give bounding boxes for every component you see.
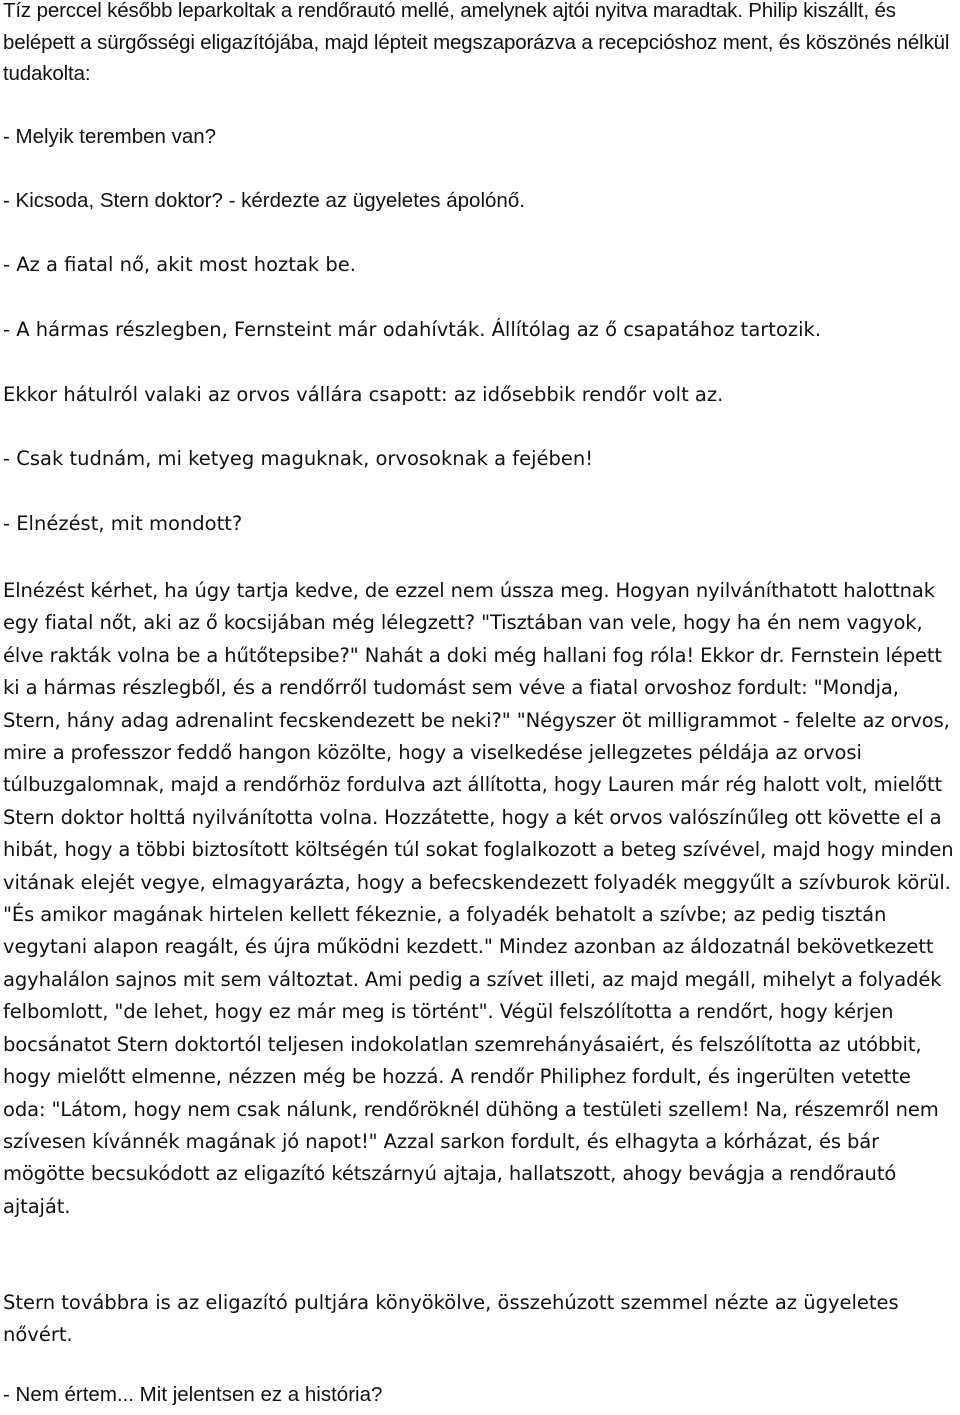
dialogue-who-stern: - Kicsoda, Stern doktor? - kérdezte az ügyeletes ápolónő. bbox=[3, 189, 525, 212]
paragraph-main-body: Elnézést kérhet, ha úgy tartja kedve, de ezzel nem ússza meg. Hogyan nyilváníthatott halottnak egy fiatal nőt, aki az ő kocsijában még lélegzett? "Tisztában van vele, hogy ha én nem vagyok, élve rakták volna be a hűtőtepsibe?" Nahát a doki még hallani fog róla! Ekkor dr. Fernstein lépett ki a hármas részlegből, és a rendőrről tudomást sem véve a fiatal orvoshoz fordult: "Mondja, Stern, hány adag adrenalint fecskendezett be neki?" "Négyszer öt milligrammot - felelte az orvos, mire a professzor feddő hangon közölte, hogy a viselkedése jellegzetes példája az orvosi túlbuzgalomnak, majd a rendőrhöz fordulva azt állította, hogy Lauren már rég halott volt, mielőtt Stern doktor holttá nyilvánította volna. Hozzátette, hogy a két orvos valószínűleg ott követte el a hibát, hogy a többi biztosított költségén túl sokat foglalkozott a beteg szívével, majd hogy minden vitának elejét vegye, elmagyarázta, hogy a befecskendezett folyadék meggyűlt a szívburok körül. "És amikor magának hirtelen kellett fékeznie, a folyadék behatolt a szívbe; az pedig tisztán vegytani alapon reagált, és újra működni kezdett." Mindez azonban az áldozatnál bekövetkezett agyhalálon sajnos mit sem változtat. Ami pedig a szívet illeti, az majd megáll, mihelyt a folyadék felbomlott, "de lehet, hogy ez már meg is történt". Végül felszólította a rendőrt, hogy kérjen bocsánatot Stern doktortól teljesen indokolatlan szemrehányásaiért, és felszólította az utóbbit, hogy mielőtt elmenne, nézzen még be hozzá. A rendőr Philiphez fordult, és ingerülten vetette oda: "Látom, hogy nem csak nálunk, rendőröknél dühöng a testületi szellem! Na, részemről nem szívesen kívánnék magának jó napot!" Azzal sarkon fordult, és elhagyta a kórházat, és bár mögötte becsukódott az eligazító kétszárnyú ajtaja, hallatszott, ahogy bevágja a rendőrautó ajtaját. bbox=[3, 579, 954, 1218]
dialogue-dont-understand: - Nem értem... Mit jelentsen ez a história? bbox=[3, 1383, 383, 1406]
paragraph-shoulder-tap: Ekkor hátulról valaki az orvos vállára csapott: az idősebbik rendőr volt az. bbox=[3, 383, 724, 406]
dialogue-doctors-heads: - Csak tudnám, mi ketyeg maguknak, orvosoknak a fejében! bbox=[3, 447, 594, 470]
dialogue-third-ward: - A hármas részlegben, Fernsteint már odahívták. Állítólag az ő csapatához tartozik. bbox=[3, 318, 822, 341]
dialogue-excuse-me: - Elnézést, mit mondott? bbox=[3, 512, 243, 535]
document-page bbox=[3, 0, 958, 1406]
paragraph-intro: Tíz perccel később leparkoltak a rendőrautó mellé, amelynek ajtói nyitva maradtak. Philip kiszállt, és belépett a sürgősségi eligazítójába, majd lépteit megszaporázva a recepcióshoz ment, és köszönés nélkül tudakolta: bbox=[3, 0, 950, 86]
dialogue-young-woman: - Az a fiatal nő, akit most hoztak be. bbox=[3, 253, 356, 276]
dialogue-which-room: - Melyik teremben van? bbox=[3, 125, 217, 148]
paragraph-stern-leaning: Stern továbbra is az eligazító pultjára könyökölve, összehúzott szemmel nézte az ügyeletes nővért. bbox=[3, 1291, 899, 1347]
